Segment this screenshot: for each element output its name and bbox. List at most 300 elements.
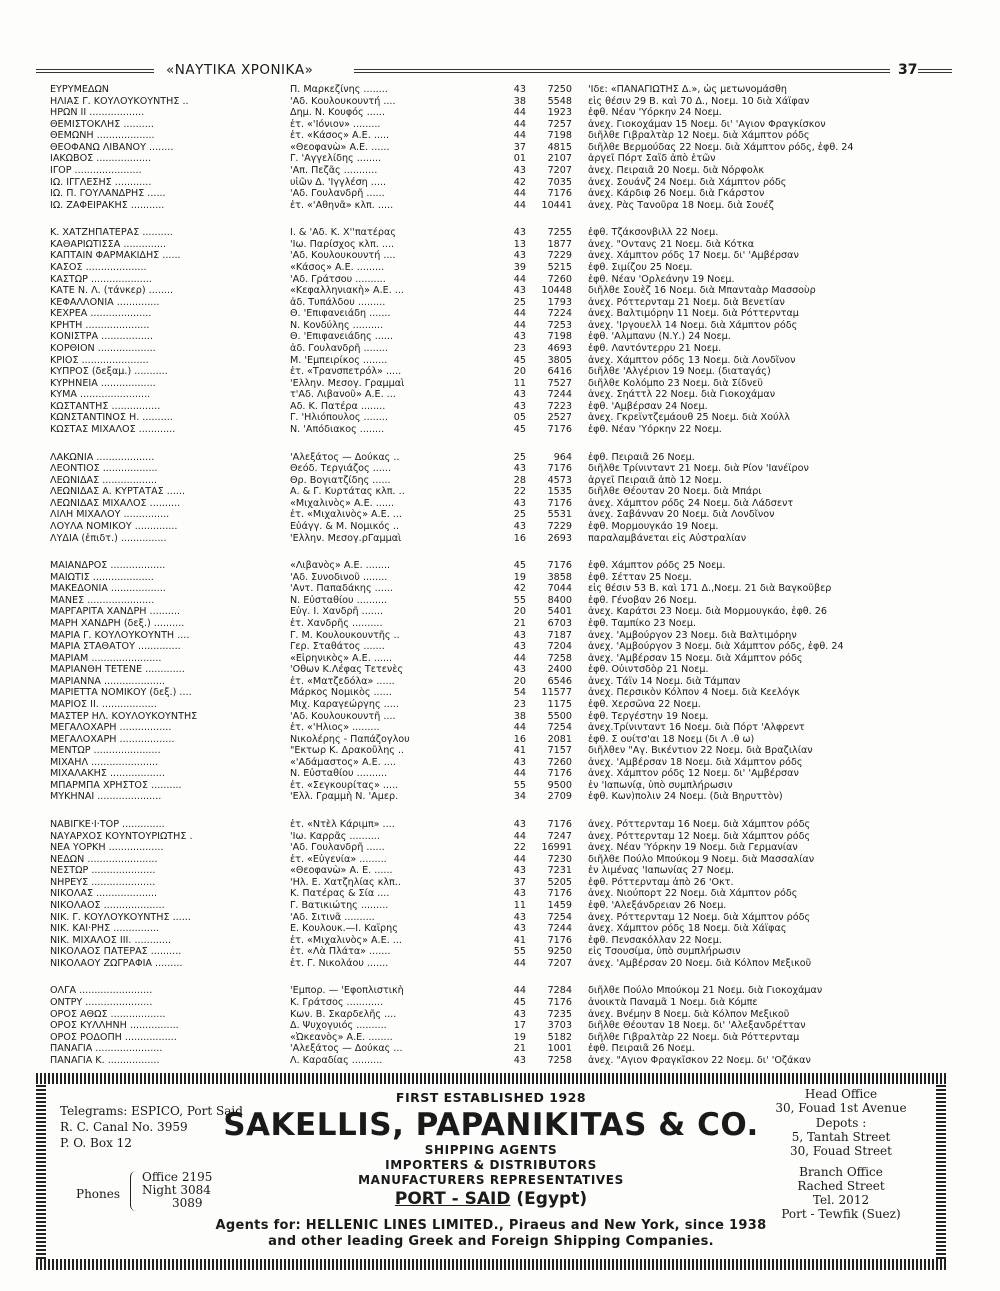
ship-owner: «Κεφαλληνιακὴ» Α.Ε. ...: [290, 285, 404, 297]
ship-movement: διῆλθε Σουὲζ 16 Νοεμ. διὰ Μπανταὰρ Μασσοὺρ: [588, 285, 816, 297]
ship-name: ΜΑΙΩΤΙΣ ....................: [50, 571, 154, 583]
ship-tonnage: 7176: [547, 819, 572, 831]
ship-tonnage: 7260: [547, 756, 572, 768]
ship-tonnage: 7176: [547, 768, 572, 780]
ship-owner: 'Αλεξάτος — Δούκας ...: [290, 1043, 403, 1055]
ship-movement: ἀνεχ. 'Αμβούργον 3 Νοεμ. διὰ Χάμπτον ρόδς, ἐφθ. 24: [588, 641, 844, 653]
ship-name: ΚΑΣΟΣ ....................: [50, 261, 147, 273]
ship-owner: Λ. Καραδίας ..........: [290, 1054, 383, 1066]
ship-built-year: 43: [513, 520, 526, 532]
ship-row: [50, 664, 950, 675]
ship-owner: «Θεοφανὼ» Α.Ε. ......: [290, 141, 390, 153]
ship-tonnage: 7035: [547, 176, 572, 188]
ship-tonnage: 5401: [547, 606, 572, 618]
phone-night: Night 3084: [142, 1183, 211, 1197]
ship-tonnage: 7229: [547, 520, 572, 532]
ship-row: [50, 262, 950, 273]
ship-name: ΜΕΝΤΩΡ ......................: [50, 745, 161, 757]
ship-tonnage: 10448: [541, 285, 572, 297]
ship-owner: ἐτ. «Ντὲλ Κάριμπ» ....: [290, 819, 395, 831]
ship-tonnage: 7224: [547, 308, 572, 320]
header-rule-end: [918, 69, 952, 73]
ship-tonnage: 1923: [547, 107, 572, 119]
ship-row: [50, 842, 950, 853]
ship-name: ΜΙΧΑΗΛ ......................: [50, 756, 159, 768]
ship-owner: Π. Μαρκεζίνης ........: [290, 84, 388, 95]
ship-built-year: 16: [513, 733, 526, 745]
ship-movement: ἐφθ. Κων)πολιν 24 Νοεμ. (διὰ Βηρυττὸν): [588, 791, 783, 803]
ship-built-year: 44: [513, 768, 526, 780]
ship-movement: ἀνεχ. Νέαν 'Υόρκην 19 Νοεμ. διὰ Γερμανίαν: [588, 842, 798, 854]
ship-movement: ἐν λιμένας 'Ιαπωνίας 27 Νοεμ.: [588, 865, 735, 877]
ship-name: ΚΟΡΘΙΟΝ ...................: [50, 342, 156, 354]
ship-row: [50, 509, 950, 520]
ship-owner: 'Ιω. Παρίσχος κλπ. ....: [290, 238, 395, 250]
services-line-2: IMPORTERS & DISTRIBUTORS: [385, 1158, 597, 1172]
ship-movement: ἀνεχ. Βνέμην 8 Νοεμ. διὰ Κόλπον Μεξικοῦ: [588, 1008, 790, 1020]
ship-built-year: 25: [513, 509, 526, 521]
ship-owner: ἀδ. Τυπάλδου .........: [290, 296, 386, 308]
depot-2: 30, Fouad Street: [790, 1144, 892, 1158]
ship-built-year: 44: [513, 118, 526, 130]
ship-name: ΠΑΝΑΓΙΑ Κ. .................: [50, 1054, 160, 1066]
ship-name: ΝΙΚ. ΜΙΧΑΛΟΣ ΙΙΙ. ............: [50, 934, 172, 946]
ship-owner: 'Ελλην. Μεσογ.ρΓαμμαὶ: [290, 532, 402, 544]
ship-name: ΜΑΣΤΕΡ ΗΛ. ΚΟΥΛΟΥΚΟΥΝΤΗΣ: [50, 710, 198, 722]
ship-name: ΚΑΣΤΩΡ ....................: [50, 273, 152, 285]
header-rule-left: [36, 69, 154, 73]
ship-built-year: 43: [513, 641, 526, 653]
ship-row: [50, 1043, 950, 1054]
ship-built-year: 13: [513, 238, 526, 250]
ship-name: ΠΑΝΑΓΙΑ ......................: [50, 1043, 163, 1055]
ship-built-year: 43: [513, 285, 526, 297]
ship-row: [50, 401, 950, 412]
ship-tonnage: 7254: [547, 722, 572, 734]
ship-name: ΚΑΤΕ Ν. Λ. (τάνκερ) ........: [50, 285, 174, 297]
ship-name: ΜΑΡΙΑΝΘΗ ΤΕΤΕΝΕ .............: [50, 664, 185, 676]
ship-movement: ἐφθ. Χάμπτον ρόδς 25 Νοεμ.: [588, 560, 726, 572]
ship-movement: ἐφθ. Γένοβαν 26 Νοεμ.: [588, 594, 697, 606]
ship-name: ΛΕΟΝΤΙΟΣ ..................: [50, 463, 158, 475]
ship-name: ΝΑΒΙΓΚΕ·Ι·ΤΟΡ ..............: [50, 819, 165, 831]
ship-owner: 'Ελλ. Γραμμὴ Ν. 'Αμερ.: [290, 791, 399, 803]
ship-owner: 'Αδ. Κουλουκουντῆ ....: [290, 710, 396, 722]
ship-owner: Γερ. Σταθάτος .......: [290, 641, 385, 653]
ship-owner: ἐτ. «Μιχαλινὸς» Α.Ε. ...: [290, 509, 402, 521]
ship-owner: ἐτ. «Εὐγενία» .........: [290, 853, 387, 865]
ship-name: ΕΥΡΥΜΕΔΩΝ: [50, 84, 109, 95]
ship-name: ΝΑΥΑΡΧΟΣ ΚΟΥΝΤΟΥΡΙΩΤΗΣ .: [50, 830, 193, 842]
ship-name: ΚΥΜΑ .......................: [50, 389, 151, 401]
ship-movement: ἐν 'Ιαπωνίᾳ, ὑπὸ συμπλήρωσιν: [588, 779, 733, 791]
ship-movement: ἀργεῖ Πειραιᾶ ἀπὸ 12 Νοεμ.: [588, 474, 722, 486]
ship-built-year: 44: [513, 830, 526, 842]
ship-tonnage: 7176: [547, 188, 572, 200]
ship-movement: διῆλθε Θέουταν 20 Νοεμ. διὰ Μπάρι: [588, 486, 762, 498]
ship-movement: ἀνεχ. Χάμπτον ρόδς 12 Νοεμ. δι' 'Αμβέρσαν: [588, 768, 799, 780]
ship-name: ΝΙΚ. Γ. ΚΟΥΛΟΥΚΟΥΝΤΗΣ ......: [50, 911, 191, 923]
ship-tonnage: 7527: [547, 377, 572, 389]
ship-built-year: 44: [513, 199, 526, 211]
head-office-label: Head Office: [804, 1087, 878, 1101]
depot-1: 5, Tantah Street: [791, 1130, 891, 1144]
ship-built-year: 20: [513, 675, 526, 687]
ship-row: [50, 366, 950, 377]
ship-name: ΚΕΦΑΛΛΟΝΙΑ ..............: [50, 296, 160, 308]
ship-movement: ἀνεχ. Γιοκοχάμαν 15 Νοεμ. δι' 'Αγιον Φραγκίσκον: [588, 118, 826, 130]
ship-name: ΙΩ. ΙΓΓΛΕΣΗΣ ............: [50, 176, 152, 188]
ship-movement: διῆλθε Κολόμπο 23 Νοεμ. διὰ Σίδνεϋ: [588, 377, 763, 389]
ship-row: [50, 572, 950, 583]
ship-built-year: 25: [513, 451, 526, 463]
ship-name: ΝΕΔΩΝ .......................: [50, 853, 158, 865]
ship-owner: Γ. 'Αγγελίδης ........: [290, 153, 382, 165]
ship-owner: «Μιχαλινὸς» Α.Ε. ......: [290, 497, 395, 509]
ship-owner: Θρ. Βογιατζίδης ......: [290, 474, 391, 486]
ship-movement: ἀνεχ. Ρὰς Τανοῦρα 18 Νοεμ. διὰ Σουέζ: [588, 199, 774, 211]
ship-tonnage: 2081: [547, 733, 572, 745]
ship-tonnage: 3858: [547, 571, 572, 583]
ship-movement: ἀνεχ. Τάϊν 14 Νοεμ. διὰ Τάμπαν: [588, 675, 741, 687]
ship-built-year: 44: [513, 107, 526, 119]
ship-built-year: 43: [513, 888, 526, 900]
ship-owner: 'Αδ. Γουλανδρῆ ......: [290, 188, 385, 200]
advert-border-top: [36, 1073, 946, 1084]
ship-tonnage: 1877: [547, 238, 572, 250]
ship-owner: 'Αδ. Κουλουκουντή ....: [290, 95, 396, 107]
ship-owner: ἐτ. «'Ηλιος» .........: [290, 722, 380, 734]
ship-row: [50, 475, 950, 486]
ship-owner: ἐτ. Χανδρῆς ..........: [290, 617, 383, 629]
ship-row: [50, 618, 950, 629]
ship-built-year: 43: [513, 400, 526, 412]
ship-row: [50, 130, 950, 141]
ship-tonnage: 5531: [547, 509, 572, 521]
ship-tonnage: 11577: [541, 687, 572, 699]
ship-built-year: 43: [513, 463, 526, 475]
ship-built-year: 44: [513, 722, 526, 734]
ship-owner: «Εἰρηνικὸς» Α.Ε. ......: [290, 652, 393, 664]
services-line-3: MANUFACTURERS REPRESENTATIVES: [358, 1173, 624, 1187]
ship-row: [50, 583, 950, 594]
ship-owner: Εὐγ. Ι. Χανδρῆ .......: [290, 606, 384, 618]
ship-row: [50, 274, 950, 285]
phone-office: Office 2195: [142, 1170, 213, 1184]
ship-owner: Μιχ. Καραγεώργης .....: [290, 698, 399, 710]
ship-owner: 'Αδ. Σιτινᾶ ..........: [290, 911, 375, 923]
ship-movement: διῆλθε Τρίνινταντ 21 Νοεμ. διὰ Ρίον 'Ιανέϊρον: [588, 463, 809, 475]
ship-movement: εἰς θέσιν 53 Β. καὶ 171 Δ.,Νοεμ. 21 διὰ Βαγκοῦβερ: [588, 583, 832, 595]
ship-built-year: 43: [513, 756, 526, 768]
ship-movement: ἐφθ. Σιμίζου 25 Νοεμ.: [588, 261, 693, 273]
ship-row: [50, 946, 950, 957]
ship-owner: Ν. 'Απόδιακος ........: [290, 423, 385, 435]
ship-name: ΜΑΡΙΟΣ ΙΙ. ..................: [50, 698, 157, 710]
ship-built-year: 41: [513, 745, 526, 757]
ship-movement: διῆλθε Πούλο Μπούκομ 9 Νοεμ. διὰ Μασσαλίαν: [588, 853, 815, 865]
ship-tonnage: 7176: [547, 888, 572, 900]
ship-movement: ἐφθ. 'Αλεξάνδρειαν 26 Νοεμ.: [588, 900, 727, 912]
telegrams: Telegrams: ESPICO, Port Said: [60, 1104, 243, 1118]
ship-row: [50, 227, 950, 238]
ship-tonnage: 4815: [547, 141, 572, 153]
ship-row: [50, 854, 950, 865]
ship-built-year: 44: [513, 308, 526, 320]
ship-name: ΝΕΑ ΥΟΡΚΗ ..................: [50, 842, 164, 854]
ship-movement: ἀνεχ. Χάμπτον ρόδς 17 Νοεμ. δι' 'Αμβέρσαν: [588, 250, 799, 262]
ship-tonnage: 7187: [547, 629, 572, 641]
ship-row: [50, 1009, 950, 1020]
ship-tonnage: 3703: [547, 1020, 572, 1032]
ship-row: [50, 521, 950, 532]
ship-built-year: 43: [513, 84, 526, 95]
ship-movement: ἀνεχ. Καράτσι 23 Νοεμ. διὰ Μορμουγκάο, ἐφθ. 26: [588, 606, 827, 618]
ship-tonnage: 7235: [547, 1008, 572, 1020]
ship-row: [50, 699, 950, 710]
branch-office-label: Branch Office: [799, 1165, 883, 1179]
ship-owner: Δ. Ψυχογυιός ..........: [290, 1020, 387, 1032]
ship-movement: ἐφθ. Νέαν 'Ορλεάνην 19 Νοεμ.: [588, 273, 735, 285]
ship-owner: Ν. Εὐσταθίου ..........: [290, 768, 388, 780]
ship-built-year: 23: [513, 698, 526, 710]
ship-movement: ἀνεχ. Σηάττλ 22 Νοεμ. διὰ Γιοκοχάμαν: [588, 389, 776, 401]
ship-tonnage: 7260: [547, 273, 572, 285]
ship-owner: ἐτ. «Μιχαλινὸς» Α.Ε. ...: [290, 934, 402, 946]
ship-row: [50, 308, 950, 319]
ship-movement: ἀνεχ. Σουάνζ 24 Νοεμ. διὰ Χάμπτον ρόδς: [588, 176, 787, 188]
ship-tonnage: 7244: [547, 923, 572, 935]
ship-tonnage: 2400: [547, 664, 572, 676]
ship-name: ΜΑΡΙΕΤΤΑ ΝΟΜΙΚΟΥ (δεξ.) ....: [50, 687, 192, 699]
page-number: 37: [898, 62, 918, 78]
ship-built-year: 37: [513, 141, 526, 153]
ship-movement: ἀνεχ. Ρόττερνταμ 21 Νοεμ. διὰ Βενετίαν: [588, 296, 785, 308]
ship-built-year: 22: [513, 486, 526, 498]
ship-row: [50, 200, 950, 211]
ship-owner: ἐτ. «Τρανσπετρόλ» .....: [290, 366, 402, 378]
ship-name: ΚΥΡΗΝΕΙΑ ..................: [50, 377, 156, 389]
ship-row: [50, 498, 950, 509]
ship-movement: διῆλθε Πούλο Μπούκομ 21 Νοεμ. διὰ Γιοκοχάμαν: [588, 985, 823, 997]
ship-tonnage: 7204: [547, 641, 572, 653]
ship-movement: διῆλθε 'Αλγέριον 19 Νοεμ. (διαταγάς): [588, 366, 771, 378]
ship-owner: Γ. Βατικιώτης .........: [290, 900, 389, 912]
ship-owner: ἐτ. «Κάσος» Α.Ε. .....: [290, 130, 390, 142]
ship-tonnage: 7207: [547, 957, 572, 969]
ship-name: ΛΕΩΝΙΔΑΣ Α. ΚΥΡΤΑΤΑΣ ......: [50, 486, 186, 498]
ship-movement: ἀνεχ.Τρίνινταντ 16 Νοεμ. διὰ Πόρτ 'Αλφρεντ: [588, 722, 805, 734]
ship-row: [50, 486, 950, 497]
ship-name: ΚΕΧΡΕΑ ....................: [50, 308, 152, 320]
ship-built-year: 44: [513, 985, 526, 997]
ship-built-year: 39: [513, 261, 526, 273]
ship-built-year: 42: [513, 176, 526, 188]
ship-name: ΜΑΡΗ ΧΑΝΔΡΗ (δεξ.) ..........: [50, 617, 185, 629]
ship-tonnage: 6416: [547, 366, 572, 378]
ship-name: ΜΑΡΙΑΝΝΑ ....................: [50, 675, 165, 687]
ship-movement: ἐφθ. Πενσακόλλαν 22 Νοεμ.: [588, 934, 722, 946]
ship-name: ΚΥΠΡΟΣ (δεξαμ.) ...........: [50, 366, 168, 378]
ship-name: ΟΛΓΑ ........................: [50, 985, 153, 997]
ship-row: [50, 711, 950, 722]
ship-movement: παραλαμβάνεται εἰς Αὐστραλίαν: [588, 532, 747, 544]
ship-owner: 'Απ. Πεζᾶς ...........: [290, 164, 378, 176]
ship-movement: ἀνεχ. 'Αμβέρσαν 15 Νοεμ. διὰ Χάμπτον ρόδς: [588, 652, 803, 664]
ship-tonnage: 1175: [547, 698, 572, 710]
ship-movement: ἀνοικτὰ Παναμᾶ 1 Νοεμ. διὰ Κόμπε: [588, 997, 758, 1009]
ship-row: [50, 452, 950, 463]
ship-built-year: 45: [513, 997, 526, 1009]
ship-name: ΝΙΚΟΛΑΟΣ ....................: [50, 900, 165, 912]
ship-name: ΘΕΜΙΣΤΟΚΛΗΣ ..........: [50, 118, 154, 130]
ship-tonnage: 10441: [541, 199, 572, 211]
ship-owner: τ'Αδ. Λιβανοῦ» Α.Ε. ...: [290, 389, 396, 401]
ship-built-year: 38: [513, 710, 526, 722]
ship-built-year: 23: [513, 342, 526, 354]
ship-tonnage: 2527: [547, 412, 572, 424]
ship-movement: ἐφθ. 'Αλμπανυ (Ν.Υ.) 24 Νοεμ.: [588, 331, 731, 343]
ship-built-year: 17: [513, 1020, 526, 1032]
ship-name: ΝΙΚΟΛΑΣ ....................: [50, 888, 158, 900]
ship-row: [50, 250, 950, 261]
ship-row: [50, 653, 950, 664]
ship-tonnage: 7198: [547, 130, 572, 142]
ship-tonnage: 7257: [547, 118, 572, 130]
ship-built-year: 43: [513, 629, 526, 641]
ship-built-year: 38: [513, 95, 526, 107]
ship-tonnage: 6703: [547, 617, 572, 629]
ship-row: [50, 877, 950, 888]
ship-tonnage: 7223: [547, 400, 572, 412]
country: (Egypt): [516, 1189, 588, 1209]
ship-owner: ἐτ. Γ. Νικολάου .......: [290, 957, 389, 969]
ship-built-year: 41: [513, 934, 526, 946]
ship-built-year: 43: [513, 923, 526, 935]
ship-name: ΚΟΝΙΣΤΡΑ .................: [50, 331, 154, 343]
ship-owner: 'Οθων Κ.Λέφας Τετενὲς: [290, 664, 404, 676]
ship-name: ΜΑΚΕΔΟΝΙΑ ..................: [50, 583, 166, 595]
ship-movement: ἐφθ. Λαντόντερρυ 21 Νοεμ.: [588, 342, 722, 354]
ship-name: ΜΠΑΡΜΠΑ ΧΡΗΣΤΟΣ ..........: [50, 779, 182, 791]
ship-movement: ἐφθ. Πειραιᾶ 26 Νοεμ.: [588, 1043, 695, 1055]
ship-owner: Μ. 'Εμπειρίκος ........: [290, 354, 388, 366]
ship-owner: Ν. Εὐσταθίου ..........: [290, 594, 388, 606]
ship-built-year: 43: [513, 911, 526, 923]
ship-movement: διῆλθε Γιβραλτὰρ 12 Νοεμ. διὰ Χάμπτον ρόδς: [588, 130, 810, 142]
ship-row: [50, 239, 950, 250]
ship-tonnage: 964: [553, 451, 572, 463]
ship-movement: ἐφθ. 'Αμβέρσαν 24 Νοεμ.: [588, 400, 708, 412]
ship-name: ΙΩ. Π. ΓΟΥΛΑΝΔΡΗΣ ......: [50, 188, 166, 200]
ship-tonnage: 7258: [547, 1054, 572, 1066]
ship-tonnage: 5182: [547, 1031, 572, 1043]
ship-row: [50, 831, 950, 842]
ship-built-year: 34: [513, 791, 526, 803]
ship-row: [50, 142, 950, 153]
ship-owner: «Θεοφανὼ» Α. Ε. ......: [290, 865, 393, 877]
ship-name: ΛΟΥΛΑ ΝΟΜΙΚΟΥ ..............: [50, 520, 178, 532]
ship-movement: ἐφθ. Χερσῶνα 22 Νοεμ.: [588, 698, 701, 710]
ship-owner: υἱῶν Δ. 'Ιγγλέση .....: [290, 176, 387, 188]
ship-row: [50, 153, 950, 164]
ship-tonnage: 8400: [547, 594, 572, 606]
ship-movement: ἀνεχ. Πειραιᾶ 20 Νοεμ. διὰ Νόρφολκ: [588, 164, 765, 176]
depots-label: Depots :: [815, 1116, 867, 1130]
ship-tonnage: 2693: [547, 532, 572, 544]
advert-border-bottom: [36, 1259, 946, 1270]
ship-built-year: 20: [513, 606, 526, 618]
ship-tonnage: 7247: [547, 830, 572, 842]
ship-row: [50, 768, 950, 779]
ship-tonnage: 7230: [547, 853, 572, 865]
ship-name: ΜΙΧΑΛΑΚΗΣ ..................: [50, 768, 165, 780]
ship-movement: ἀνεχ. Χάμπτον ρόδς 24 Νοεμ. διὰ Λάδσεντ: [588, 497, 794, 509]
ship-row: [50, 819, 950, 830]
ship-built-year: 42: [513, 583, 526, 595]
ship-tonnage: 6546: [547, 675, 572, 687]
ship-tonnage: 2709: [547, 791, 572, 803]
ship-built-year: 44: [513, 188, 526, 200]
ship-built-year: 44: [513, 853, 526, 865]
services-line-1: SHIPPING AGENTS: [424, 1143, 558, 1157]
ship-built-year: 45: [513, 423, 526, 435]
ship-row: [50, 331, 950, 342]
ship-owner: Δημ. Ν. Κουφός ......: [290, 107, 386, 119]
ship-owner: 'Αδ. Κουλουκουντή ....: [290, 250, 396, 262]
ship-row: [50, 297, 950, 308]
ship-movement: ἐφθ. Σ ουίτσ'αι 18 Νοεμ (δι Λ .θ ω): [588, 733, 755, 745]
ship-tonnage: 4573: [547, 474, 572, 486]
ship-row: [50, 935, 950, 946]
ship-tonnage: 7176: [547, 997, 572, 1009]
ship-row: [50, 1020, 950, 1031]
ship-row: [50, 757, 950, 768]
ship-owner: Θ. 'Επιφανειάδης ......: [290, 331, 394, 343]
ship-owner: "Εκτωρ Κ. Δρακοῦλης ..: [290, 745, 405, 757]
head-office-address: 30, Fouad 1st Avenue: [775, 1101, 907, 1115]
ship-movement: ἀνεχ. 'Αμβέρσαν 20 Νοεμ. διὰ Κόλπον Μεξικοῦ: [588, 957, 812, 969]
ship-tonnage: 5215: [547, 261, 572, 273]
ship-row: [50, 285, 950, 296]
ship-name: ΙΩ. ΖΑΦΕΙΡΑΚΗΣ ...........: [50, 199, 165, 211]
ship-movement: ἀνεχ. Ρόττερνταμ 12 Νοεμ. διὰ Χάμπτον ρόδς: [588, 911, 811, 923]
ship-name: ΚΡΙΟΣ ......................: [50, 354, 149, 366]
ship-tonnage: 7229: [547, 250, 572, 262]
ship-name: ΛΙΛΗ ΜΙΧΑΛΟΥ ...............: [50, 509, 170, 521]
ship-built-year: 25: [513, 296, 526, 308]
ship-name: ΗΛΙΑΣ Γ. ΚΟΥΛΟΥΚΟΥΝΤΗΣ ..: [50, 95, 189, 107]
ship-movement: ἀνεχ. Ρόττερνταμ 16 Νοεμ. διὰ Χάμπτον ρόδς: [588, 819, 811, 831]
ship-tonnage: 1001: [547, 1043, 572, 1055]
ship-built-year: 43: [513, 819, 526, 831]
ship-tonnage: 9500: [547, 779, 572, 791]
ship-name: ΘΕΟΦΑΝΩ ΛΙΒΑΝΟΥ ........: [50, 141, 174, 153]
ship-movement: ἐφθ. Πειραιᾶ 26 Νοεμ.: [588, 451, 695, 463]
ship-built-year: 28: [513, 474, 526, 486]
ship-movement: ἀνεχ. "Οντανς 21 Νοεμ. διὰ Κότκα: [588, 238, 755, 250]
city: PORT - SAID: [394, 1189, 511, 1209]
ship-movement: διῆλθεν "Αγ. Βικέντιον 22 Νοεμ. διὰ Βραζιλίαν: [588, 745, 813, 757]
ship-tonnage: 7231: [547, 865, 572, 877]
ship-row: [50, 1032, 950, 1043]
ship-movement: ἐφθ. Μορμουγκάο 19 Νοεμ.: [588, 520, 719, 532]
ship-built-year: 43: [513, 250, 526, 262]
ship-built-year: 37: [513, 876, 526, 888]
ship-tonnage: 7157: [547, 745, 572, 757]
ship-movement: ἐφθ. Τζάκσονβιλλ 22 Νοεμ.: [588, 227, 719, 239]
ship-name: ΝΕΣΤΩΡ .....................: [50, 865, 156, 877]
